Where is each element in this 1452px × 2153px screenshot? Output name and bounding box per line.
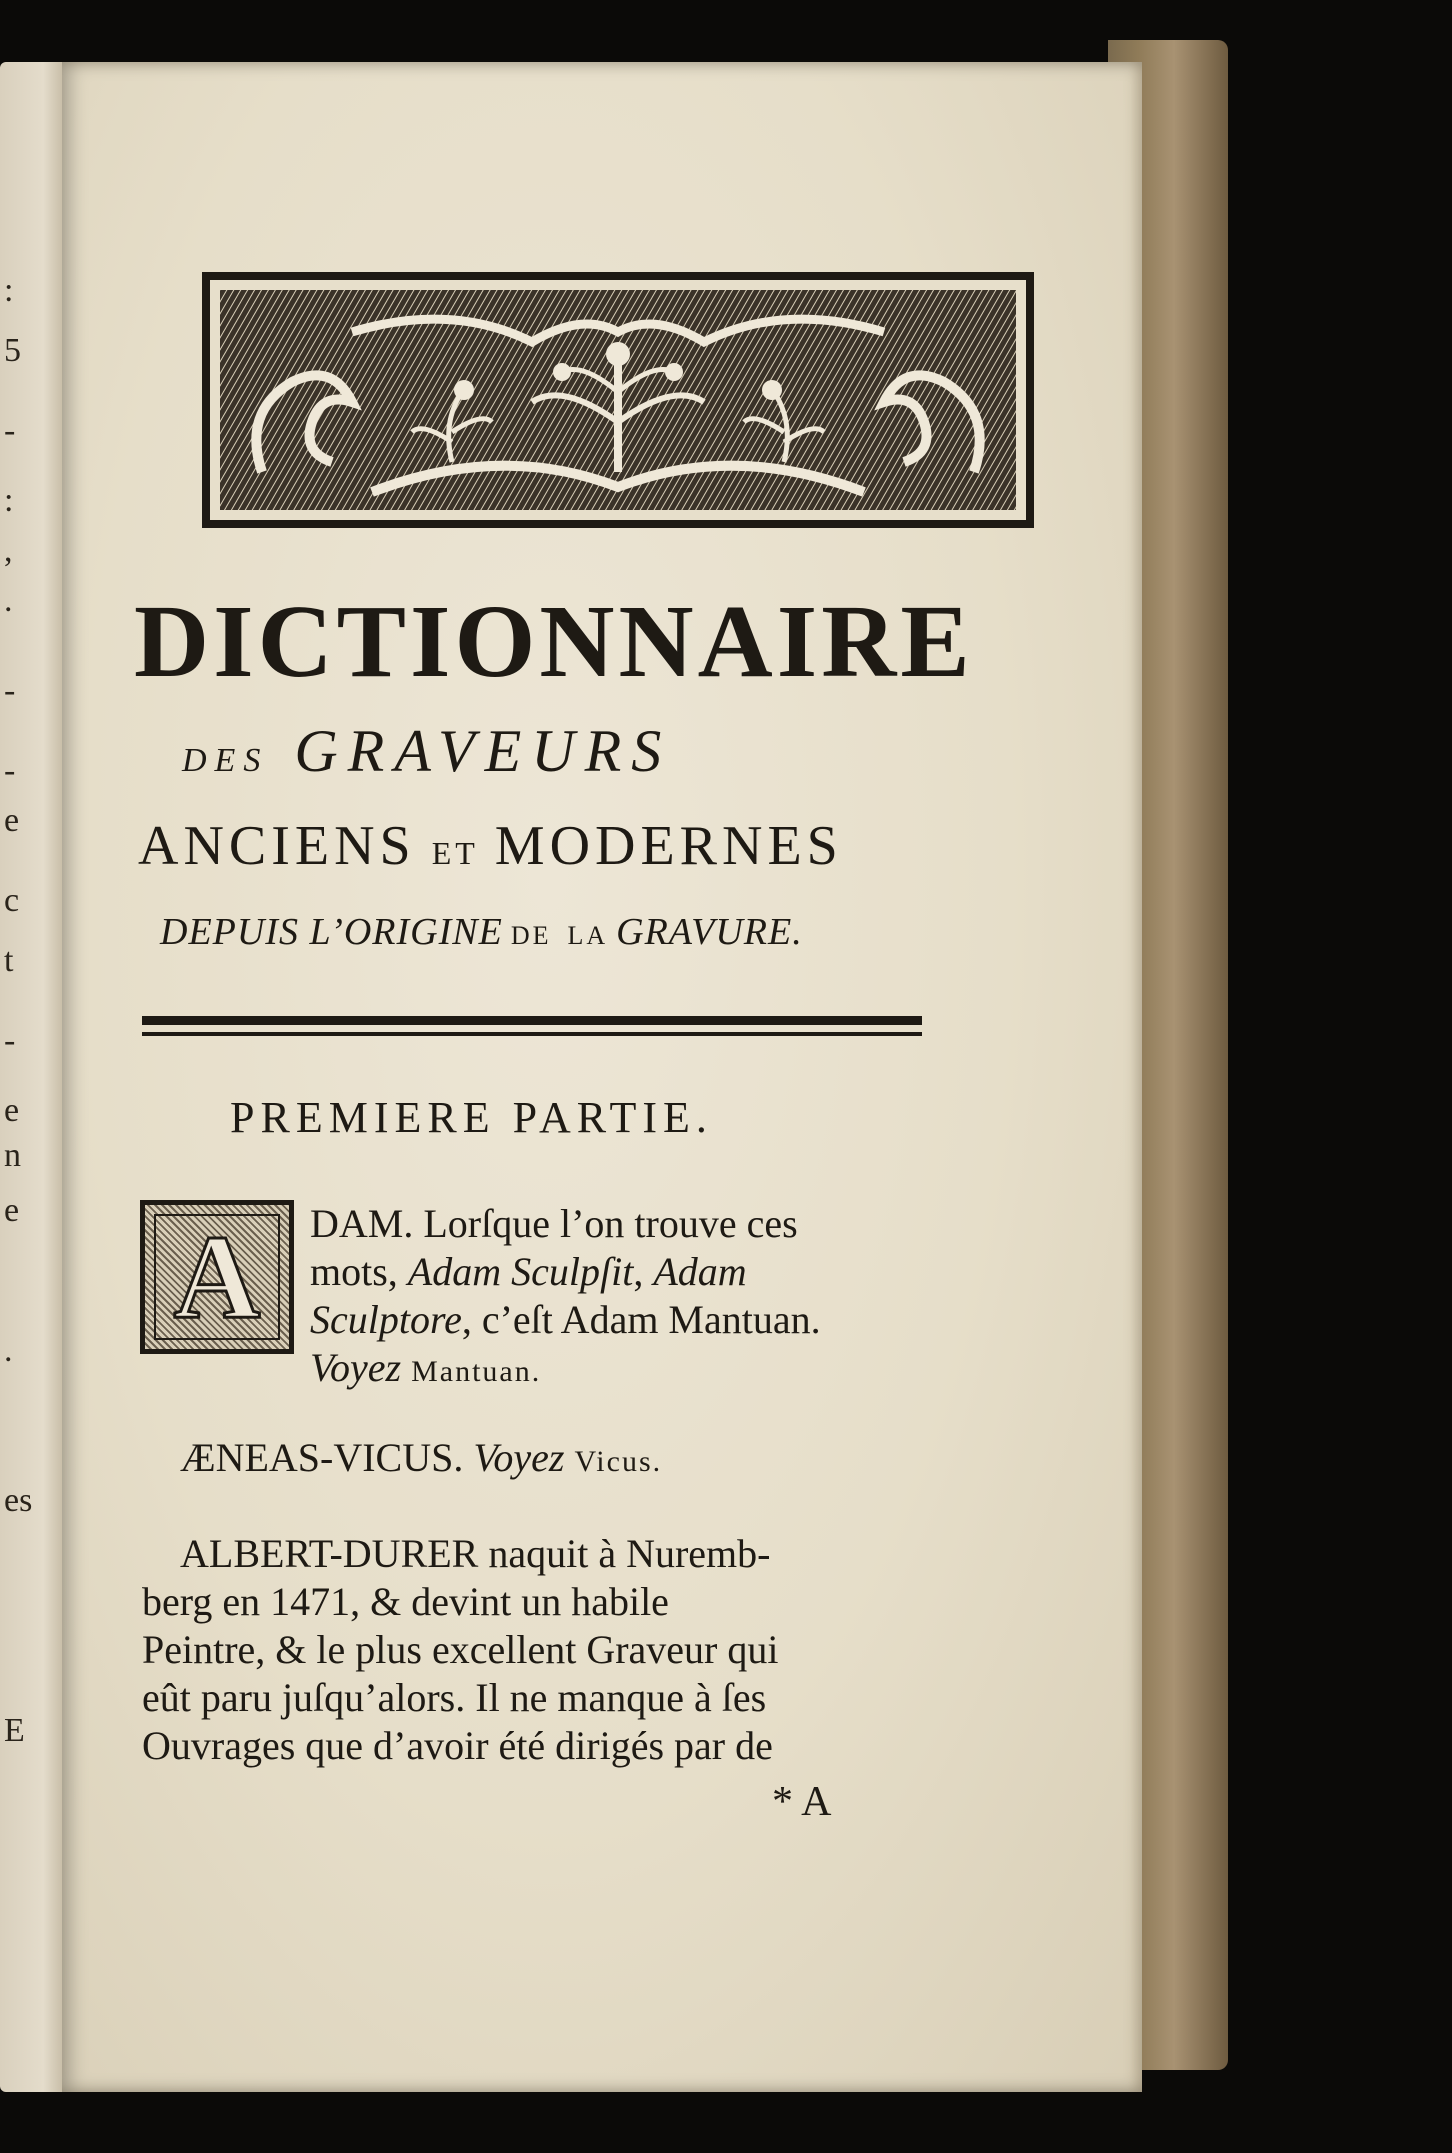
text-voyez: Voyez bbox=[310, 1345, 402, 1390]
entry-albert-durer bbox=[142, 1530, 1022, 1770]
text-adam-sculpsit: Adam Sculpſit bbox=[407, 1249, 634, 1294]
facing-page-fragment: . bbox=[4, 582, 13, 619]
entry-aeneas bbox=[180, 1434, 980, 1486]
title-line-anciens-modernes bbox=[138, 814, 1038, 878]
facing-page-fragment: : bbox=[4, 482, 14, 519]
facing-page-fragment: t bbox=[4, 942, 14, 979]
facing-page-fragment: es bbox=[4, 1482, 33, 1519]
title-word-depuis: DEPUIS bbox=[160, 911, 299, 953]
entry-albert-line-2: berg en 1471, & devint un habile bbox=[142, 1579, 669, 1624]
facing-page-fragment: e bbox=[4, 1092, 20, 1129]
entry-adam-line-4 bbox=[310, 1344, 1010, 1396]
facing-page-fragment: - bbox=[4, 412, 16, 449]
title-word-origine: L’ORIGINE bbox=[309, 911, 503, 953]
facing-page-fragment: - bbox=[4, 752, 16, 789]
title-word-des: DES bbox=[182, 742, 269, 779]
facing-page-fragment: e bbox=[4, 802, 20, 839]
entry-albert-line-1: ALBERT-DURER naquit à Nuremb- bbox=[180, 1531, 771, 1576]
facing-page-fragment: n bbox=[4, 1137, 21, 1174]
facing-page-fragment: , bbox=[4, 532, 13, 569]
book-page bbox=[62, 62, 1142, 2092]
title-word-gravure: GRAVURE. bbox=[616, 911, 803, 953]
title-line-depuis bbox=[160, 910, 1060, 954]
facing-page-fragment: - bbox=[4, 1022, 16, 1059]
facing-page-fragments bbox=[0, 62, 62, 2092]
title-word-modernes: MODERNES bbox=[494, 815, 843, 877]
text-comma: , bbox=[633, 1249, 644, 1294]
facing-page-fragment: c bbox=[4, 882, 20, 919]
entry-adam-line-1: DAM. Lorſque l’on trouve ces bbox=[310, 1201, 798, 1246]
text-sculptore: Sculptore bbox=[310, 1297, 462, 1342]
text-adam-mantuan: , c’eſt Adam Mantuan. bbox=[461, 1297, 821, 1342]
title-word-graveurs: GRAVEURS bbox=[294, 718, 672, 784]
title-word-la: LA bbox=[567, 921, 609, 950]
facing-page-fragment: - bbox=[4, 672, 16, 709]
facing-page-fragment: : bbox=[4, 272, 14, 309]
facing-page-fragment: 5 bbox=[4, 332, 21, 369]
title-word-de: DE bbox=[510, 921, 552, 950]
initial-letter: A bbox=[173, 1210, 261, 1343]
entry-adam bbox=[310, 1200, 1010, 1396]
floral-headpiece-ornament bbox=[202, 272, 1034, 528]
text-adam: Adam bbox=[653, 1249, 747, 1294]
thick-rule bbox=[142, 1016, 922, 1025]
facing-page-edge bbox=[0, 62, 62, 2092]
entry-adam-line-3 bbox=[310, 1296, 1010, 1344]
section-heading: PREMIERE PARTIE. bbox=[230, 1093, 713, 1142]
thin-rule bbox=[142, 1032, 922, 1036]
facing-page-fragment: E bbox=[4, 1712, 25, 1749]
book-title: DICTIONNAIRE bbox=[134, 584, 974, 699]
text-vicus-ref: Vicus. bbox=[574, 1445, 663, 1478]
entry-albert-line-5: Ouvrages que d’avoir été dirigés par de bbox=[142, 1723, 773, 1768]
text-mantuan-ref: Mantuan. bbox=[411, 1355, 542, 1388]
title-line-graveurs bbox=[182, 717, 1082, 786]
signature-mark: * A bbox=[772, 1779, 832, 1825]
entry-aeneas-line bbox=[180, 1434, 980, 1486]
title-word-et: ET bbox=[431, 835, 479, 871]
entry-albert-line-3: Peintre, & le plus excellent Graveur qui bbox=[142, 1627, 779, 1672]
text-aeneas-vicus: ÆNEAS-VICUS. bbox=[180, 1435, 464, 1480]
facing-page-fragment: e bbox=[4, 1192, 20, 1229]
facing-page-fragment: . bbox=[4, 1332, 13, 1369]
decorated-initial bbox=[140, 1200, 294, 1354]
text-voyez: Voyez bbox=[473, 1435, 565, 1480]
entry-albert-line-4: eût paru juſqu’alors. Il ne manque à ſes bbox=[142, 1675, 767, 1720]
text-mots: mots, bbox=[310, 1249, 398, 1294]
title-word-anciens: ANCIENS bbox=[138, 815, 416, 877]
entry-adam-line-2 bbox=[310, 1248, 1010, 1296]
